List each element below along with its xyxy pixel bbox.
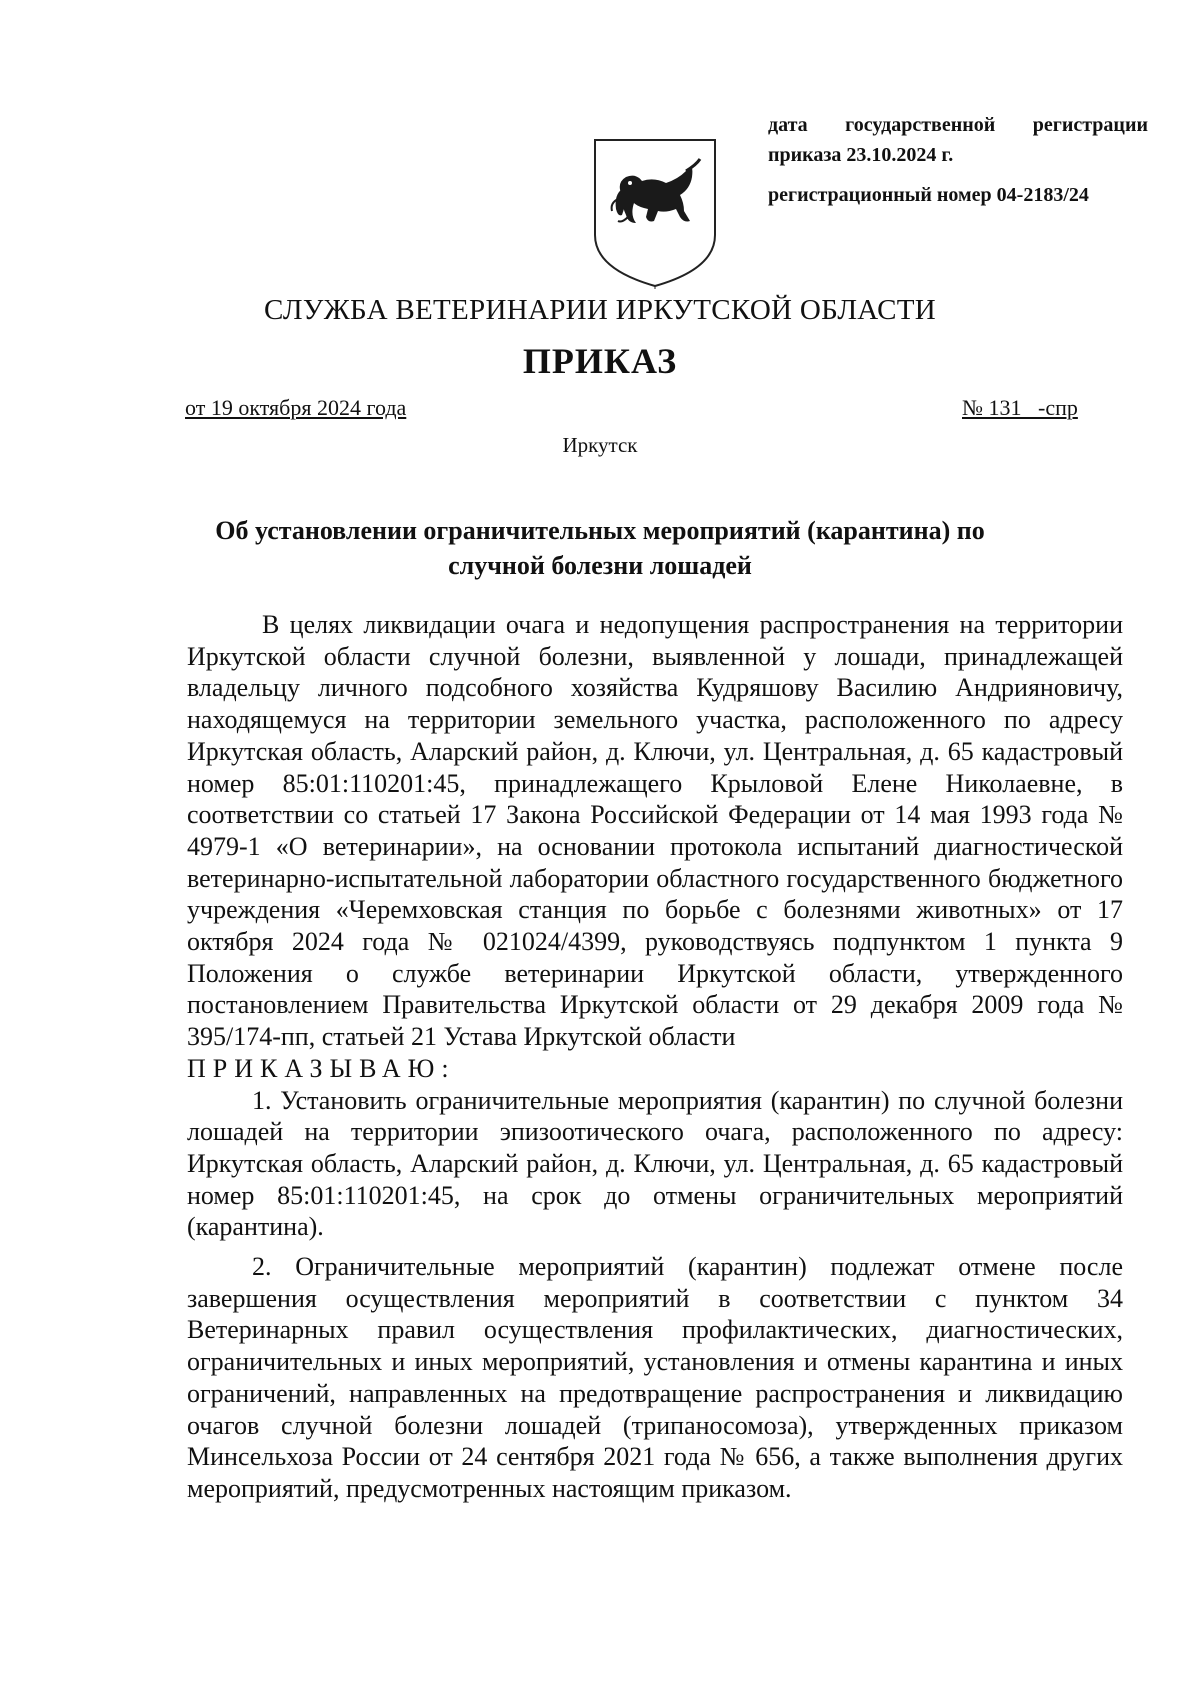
- order-date: от 19 октября 2024 года: [185, 395, 407, 420]
- order-body: [187, 609, 1123, 1505]
- registration-number: регистрационный номер 04-2183/24: [768, 184, 1089, 206]
- orders-word: ПРИКАЗЫВАЮ:: [187, 1053, 456, 1083]
- order-heading: Об установлении ограничительных мероприятий (карантина) по случной болезни лошадей: [215, 516, 985, 580]
- order-number: № 131 -спр: [962, 395, 1078, 420]
- registration-date: приказа 23.10.2024 г.: [768, 144, 954, 166]
- city: Иркутск: [562, 433, 638, 457]
- order-item-2: 2. Ограничительные мероприятий (карантин) подлежат отмене после завершения осуществления мероприятий в соответствии с пунктом 34 Ветеринарных правил осуществления профилактических, диагностических, ограничительных и иных мероприятий, установления и отмены карантина и иных ограничений, направленных на предотвращение распространения и ликвидацию очагов случной болезни лошадей (трипаносомоза), утвержденных приказом Минсельхоза России от 24 сентября 2021 года № 656, а также выполнения других мероприятий, предусмотренных настоящим приказом.: [187, 1252, 1123, 1503]
- preamble-paragraph: В целях ликвидации очага и недопущения распространения на территории Иркутской области случной болезни, выявленной у лошади, принадлежащей владельцу личного подсобного хозяйства Кудряшову Василию Андрияновичу, находящемуся на территории земельного участка, расположенного по адресу Иркутская область, Аларский район, д. Ключи, ул. Центральная, д. 65 кадастровый номер 85:01:110201:45, принадлежащего Крыловой Елене Николаевне, в соответствии со статьей 17 Закона Российской Федерации от 14 мая 1993 года № 4979-1 «О ветеринарии», на основании протокола испытаний диагностической ветеринарно-испытательной лаборатории областного государственного бюджетного учреждения «Черемховская станция по борьбе с болезнями животных» от 17 октября 2024 года № 021024/4399, руководствуясь подпунктом 1 пункта 9 Положения о службе ветеринарии Иркутской области, утвержденного постановлением Правительства Иркутской области от 29 декабря 2009 года № 395/174-пп, статьей 21 Устава Иркутской области: [187, 610, 1123, 1052]
- organization-name: СЛУЖБА ВЕТЕРИНАРИИ ИРКУТСКОЙ ОБЛАСТИ: [264, 294, 936, 326]
- coat-of-arms-icon: [592, 137, 718, 289]
- order-item-1: 1. Установить ограничительные мероприятия (карантин) по случной болезни лошадей на территории эпизоотического очага, расположенного по адресу: Иркутская область, Аларский район, д. Ключи, ул. Центральная, д. 65 кадастровый номер 85:01:110201:45, на срок до отмены ограничительных мероприятий (карантина).: [187, 1085, 1123, 1242]
- document-type: ПРИКАЗ: [522, 341, 678, 381]
- registration-stamp: [768, 110, 1148, 210]
- registration-date-label: дата государственной регистрации: [768, 114, 1148, 136]
